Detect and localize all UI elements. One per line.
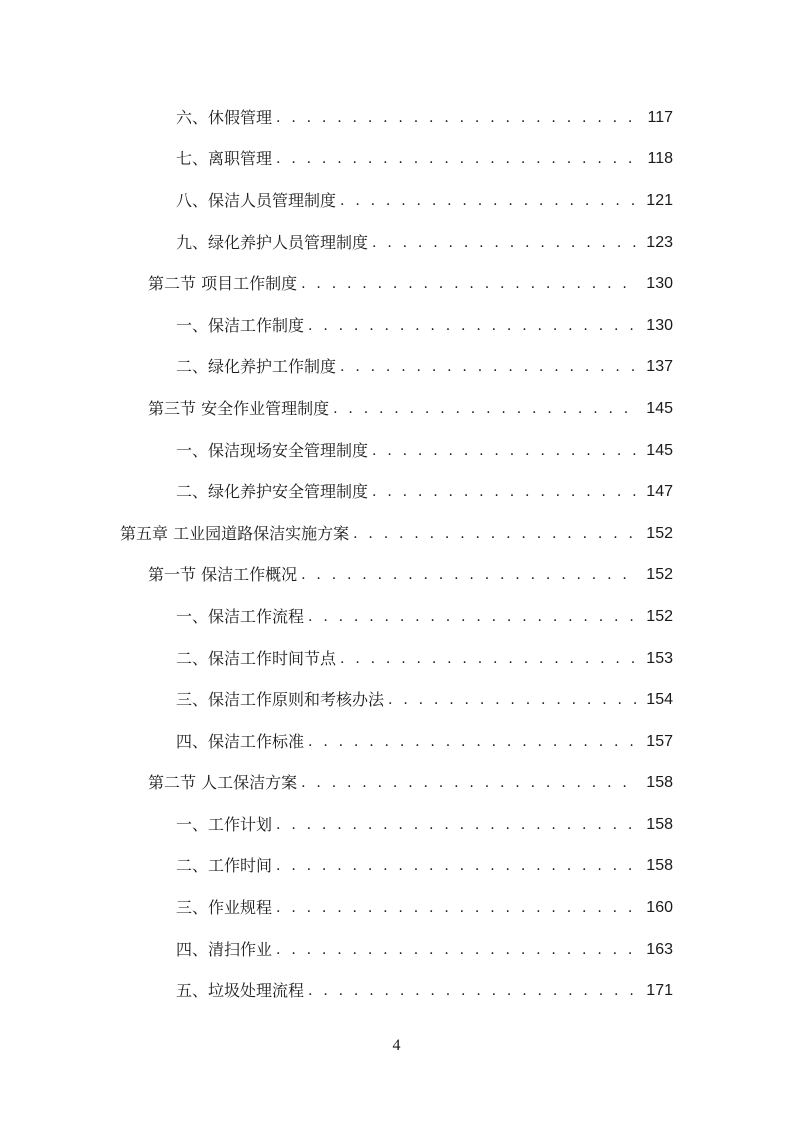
toc-dot-leader: [301, 565, 639, 585]
toc-dot-leader: [276, 940, 639, 960]
toc-section-entry[interactable]: [0, 263, 793, 305]
toc-entry-page: 158: [646, 815, 673, 833]
toc-entry-title: 第一节 保洁工作概况: [148, 565, 298, 585]
toc-entry-title: 二、绿化养护工作制度: [176, 357, 337, 377]
toc-entry-title: 七、离职管理: [176, 149, 273, 169]
toc-entry-title: 第五章 工业园道路保洁实施方案: [120, 523, 350, 543]
toc-entry-page: 118: [647, 150, 673, 168]
toc-entry-title: 第二节 项目工作制度: [148, 274, 298, 294]
toc-dot-leader: [333, 399, 639, 419]
toc-entry-title: 五、垃圾处理流程: [176, 981, 305, 1001]
toc-entry-page: 137: [646, 358, 673, 376]
toc-entry-page: 158: [646, 857, 673, 875]
toc-dot-leader: [340, 191, 639, 211]
toc-entry-title: 二、工作时间: [176, 856, 273, 876]
toc-dot-leader: [276, 898, 639, 918]
toc-entry[interactable]: [0, 721, 793, 763]
toc-dot-leader: [372, 441, 639, 461]
toc-entry-page: 171: [646, 982, 673, 1000]
toc-section-entry[interactable]: [0, 555, 793, 597]
toc-entry[interactable]: [0, 929, 793, 971]
page-number: 4: [392, 1037, 401, 1054]
toc-entry-page: 152: [646, 607, 673, 625]
toc-dot-leader: [301, 773, 639, 793]
toc-entry-page: 152: [646, 566, 673, 584]
toc-dot-leader: [276, 856, 639, 876]
toc-section-entry[interactable]: [0, 763, 793, 805]
toc-entry-page: 158: [646, 774, 673, 792]
toc-entry-title: 二、绿化养护安全管理制度: [176, 482, 369, 502]
toc-entry-page: 147: [646, 483, 673, 501]
toc-entry[interactable]: [0, 222, 793, 264]
toc-entry[interactable]: [0, 804, 793, 846]
toc-dot-leader: [308, 732, 639, 752]
toc-entry-page: 163: [646, 940, 673, 958]
toc-dot-leader: [308, 981, 639, 1001]
toc-dot-leader: [372, 482, 639, 502]
toc-entry[interactable]: [0, 679, 793, 721]
toc-entry[interactable]: [0, 139, 793, 181]
toc-entry-title: 一、保洁现场安全管理制度: [176, 440, 369, 460]
toc-dot-leader: [301, 274, 639, 294]
toc-entry-title: 第二节 人工保洁方案: [148, 773, 298, 793]
toc-dot-leader: [308, 316, 639, 336]
toc-entry-page: 145: [646, 399, 673, 417]
toc-entry[interactable]: [0, 846, 793, 888]
toc-entry-title: 九、绿化养护人员管理制度: [176, 232, 369, 252]
toc-entry[interactable]: [0, 596, 793, 638]
toc-entry-title: 四、清扫作业: [176, 939, 273, 959]
toc-entry-title: 八、保洁人员管理制度: [176, 190, 337, 210]
toc-entry-page: 121: [646, 191, 673, 209]
toc-entry[interactable]: [0, 887, 793, 929]
toc-dot-leader: [388, 690, 639, 710]
toc-entry-page: 152: [646, 524, 673, 542]
toc-dot-leader: [276, 108, 639, 128]
toc-entry-title: 一、保洁工作流程: [176, 606, 305, 626]
toc-entry[interactable]: [0, 97, 793, 139]
toc-entry-page: 157: [646, 732, 673, 750]
toc-chapter-entry[interactable]: [0, 513, 793, 555]
toc-dot-leader: [340, 649, 639, 669]
toc-entry-page: 154: [646, 691, 673, 709]
toc-dot-leader: [372, 233, 639, 253]
toc-entry-page: 153: [646, 649, 673, 667]
toc-dot-leader: [353, 524, 639, 544]
toc-entry-page: 160: [646, 899, 673, 917]
toc-entry-title: 六、休假管理: [176, 107, 273, 127]
toc-entry[interactable]: [0, 638, 793, 680]
toc-dot-leader: [340, 357, 639, 377]
toc-entry[interactable]: [0, 347, 793, 389]
toc-dot-leader: [276, 815, 639, 835]
toc-entry-page: 145: [646, 441, 673, 459]
toc-entry-page: 130: [646, 316, 673, 334]
toc-dot-leader: [276, 149, 639, 169]
toc-entry[interactable]: [0, 180, 793, 222]
toc-entry-page: 123: [646, 233, 673, 251]
table-of-contents: [0, 97, 793, 1012]
toc-entry-title: 一、保洁工作制度: [176, 315, 305, 335]
toc-section-entry[interactable]: [0, 388, 793, 430]
toc-entry-title: 二、保洁工作时间节点: [176, 648, 337, 668]
toc-entry[interactable]: [0, 430, 793, 472]
toc-entry-title: 第三节 安全作业管理制度: [148, 398, 330, 418]
toc-entry[interactable]: [0, 305, 793, 347]
toc-entry-title: 四、保洁工作标准: [176, 731, 305, 751]
toc-entry[interactable]: [0, 471, 793, 513]
toc-entry-page: 130: [646, 275, 673, 293]
toc-entry-title: 三、保洁工作原则和考核办法: [176, 690, 385, 710]
toc-entry[interactable]: [0, 970, 793, 1012]
toc-entry-page: 117: [647, 108, 673, 126]
toc-entry-title: 一、工作计划: [176, 814, 273, 834]
toc-entry-title: 三、作业规程: [176, 898, 273, 918]
toc-dot-leader: [308, 607, 639, 627]
